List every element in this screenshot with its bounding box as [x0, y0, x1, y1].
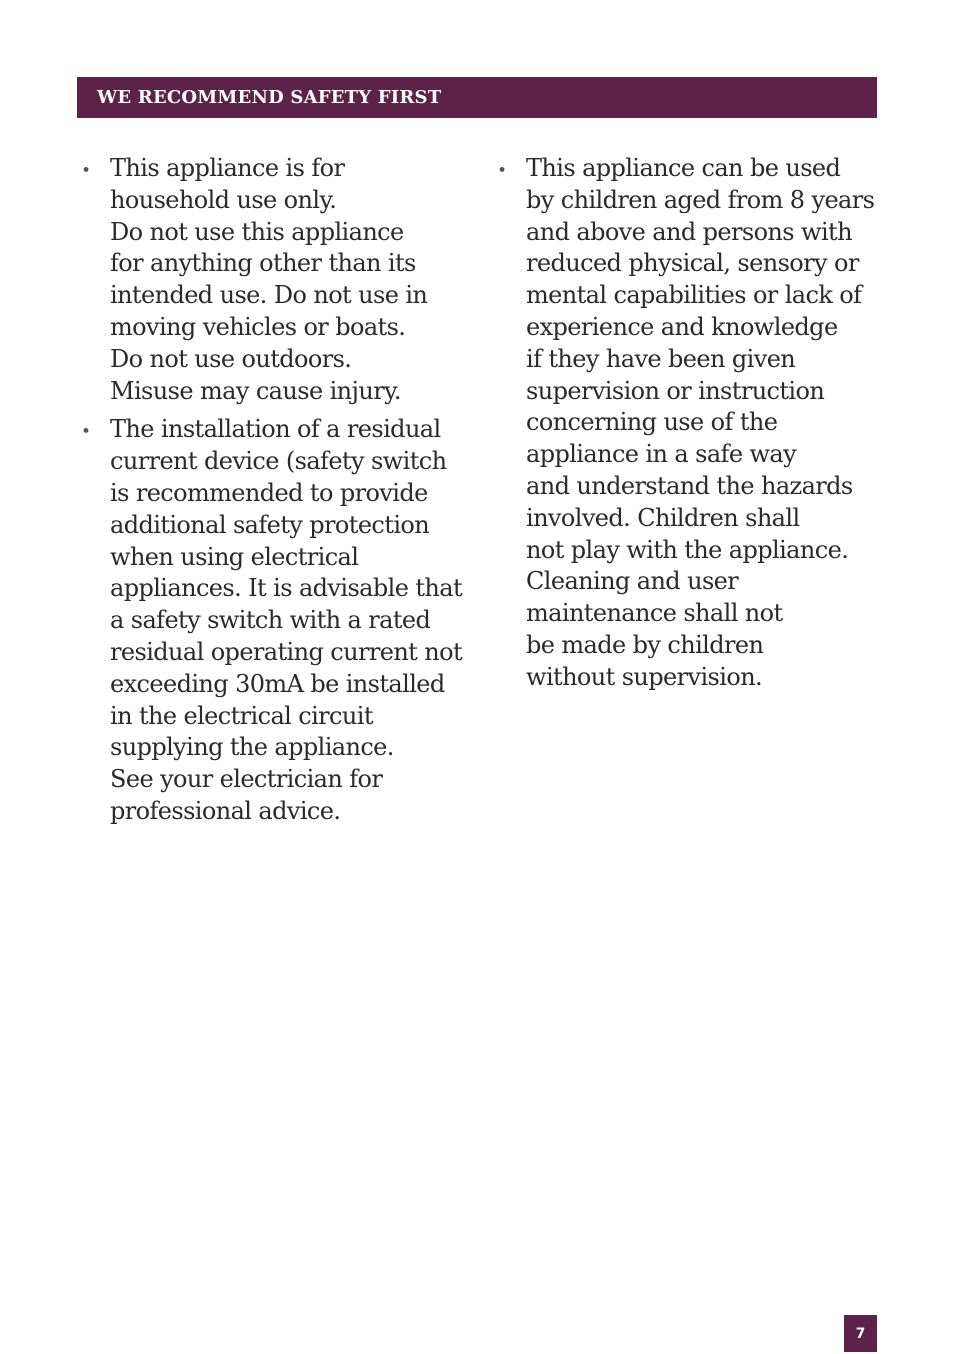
bullet-text-line: appliances. It is advisable that [110, 574, 463, 603]
bullet-text-line: household use only. [110, 185, 337, 214]
bullet-text-line: involved. Children shall [526, 503, 800, 532]
bullet-text-line: be made by children [526, 630, 764, 659]
bullet-text-line: and understand the hazards [526, 471, 853, 500]
bullet-item [77, 153, 477, 407]
bullet-text-line: Do not use this appliance [110, 217, 404, 246]
left-column [77, 153, 477, 835]
bullet-text-line: for anything other than its [110, 249, 416, 278]
bullet-text-line: professional advice. [110, 796, 341, 825]
bullet-text-line: Cleaning and user [526, 567, 739, 596]
bullet-text-line: residual operating current not [110, 637, 462, 666]
right-column [493, 153, 893, 701]
bullet-text-line: when using electrical [110, 542, 359, 571]
bullet-text-line: moving vehicles or boats. [110, 312, 406, 341]
bullet-text-line: by children aged from 8 years [526, 185, 875, 214]
bullet-text-line: Do not use outdoors. [110, 344, 352, 373]
bullet-text-line: intended use. Do not use in [110, 281, 428, 310]
bullet-item [493, 153, 893, 694]
bullet-text-line: and above and persons with [526, 217, 852, 246]
bullet-text-line: a safety switch with a rated [110, 606, 431, 635]
bullet-text-line: reduced physical, sensory or [526, 249, 859, 278]
bullet-dot-icon: • [81, 161, 92, 181]
bullet-item [77, 414, 477, 827]
page-number: 7 [855, 1325, 866, 1342]
bullet-text-line: if they have been given [526, 344, 796, 373]
bullet-text-line: concerning use of the [526, 408, 778, 437]
bullet-text-line: experience and knowledge [526, 312, 838, 341]
bullet-text-line: maintenance shall not [526, 599, 783, 628]
bullet-dot-icon: • [497, 161, 508, 181]
bullet-text-line: exceeding 30mA be installed [110, 669, 445, 698]
bullet-text-line: without supervision. [526, 662, 763, 691]
section-header-bar [77, 77, 877, 118]
bullet-text-line: appliance in a safe way [526, 440, 797, 469]
bullet-text-line: supplying the appliance. [110, 733, 394, 762]
bullet-text-line: The installation of a residual [110, 415, 441, 444]
bullet-text-line: This appliance can be used [526, 154, 841, 182]
bullet-text-line: Misuse may cause injury. [110, 376, 401, 405]
page-number-badge [844, 1315, 877, 1352]
bullet-text-line: current device (safety switch [110, 447, 447, 476]
bullet-text-line: See your electrician for [110, 765, 383, 794]
bullet-dot-icon: • [81, 422, 92, 443]
section-title: WE RECOMMEND SAFETY FIRST [97, 87, 442, 108]
bullet-text-line: not play with the appliance. [526, 535, 849, 564]
bullet-text-line: This appliance is for [110, 154, 345, 182]
bullet-text-line: is recommended to provide [110, 478, 428, 507]
bullet-text-line: additional safety protection [110, 510, 430, 539]
bullet-text-line: in the electrical circuit [110, 701, 373, 730]
bullet-text-line: supervision or instruction [526, 376, 825, 405]
bullet-text-line: mental capabilities or lack of [526, 281, 862, 310]
